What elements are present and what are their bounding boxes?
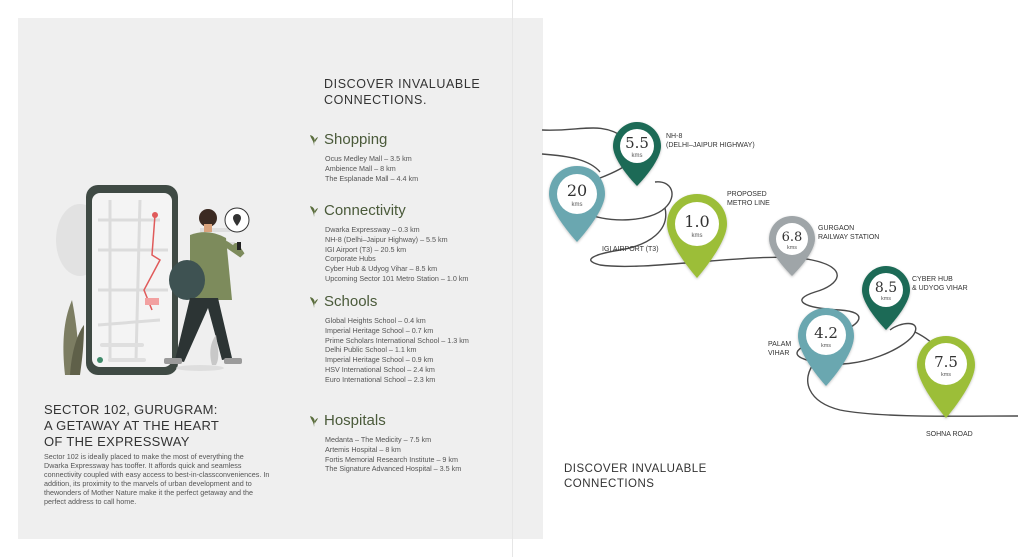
list-item: Corporate Hubs: [325, 254, 376, 264]
pin-label: IGI AIRPORT (T3): [602, 246, 659, 253]
map-pin-nh8: [613, 122, 661, 186]
page-fold-divider: [512, 0, 513, 557]
pin-value: 6.8: [781, 230, 803, 245]
map-pin-palam-vihar: [798, 308, 854, 386]
pin-unit: kms: [631, 153, 643, 159]
list-item: Cyber Hub & Udyog Vihar – 8.5 km: [325, 264, 438, 274]
pin-label: PALAM: [768, 341, 792, 348]
list-item: Upcoming Sector 101 Metro Station – 1.0 km: [325, 273, 469, 283]
pin-unit: kms: [880, 296, 892, 302]
list-item: NH-8 (Delhi–Jaipur Highway) – 5.5 km: [325, 234, 448, 244]
pin-label: (DELHI–JAIPUR HIGHWAY): [666, 142, 755, 149]
man-with-phone-illustration: [40, 160, 260, 380]
category-connectivity: [308, 202, 468, 284]
pin-label: CYBER HUB: [912, 276, 953, 283]
leaf-icon: [308, 295, 320, 309]
pin-unit: kms: [820, 343, 832, 349]
list-item: Artemis Hospital – 8 km: [325, 444, 401, 454]
list-item: Fortis Memorial Research Institute – 9 km: [325, 454, 459, 464]
pin-value: 1.0: [684, 212, 710, 231]
hero-body: Sector 102 is ideally placed to make the most of everything the Dwarka Expressway has tooffer. It affords quick and seamless connectivity coupled with easy access to best-in-classconveniences. In addition, its proximity to the marvels of urban development and to thewonders of Mother Nature make it the perfect getaway and the perfect address to call home.: [44, 452, 270, 506]
pin-value: 5.5: [625, 134, 649, 152]
list-item: IGI Airport (T3) – 20.5 km: [325, 244, 407, 254]
list-item: Euro International School – 2.3 km: [325, 374, 436, 384]
pin-unit: kms: [691, 233, 703, 239]
category-title: Schools: [324, 293, 378, 310]
map-pin-sohna-road: [917, 336, 975, 418]
pin-label: VIHAR: [768, 350, 790, 357]
leaf-icon: [308, 133, 320, 147]
category-schools: [308, 293, 469, 385]
map-pin-railway-station: [769, 216, 815, 276]
category-shopping: [308, 131, 418, 183]
category-title: Shopping: [324, 131, 388, 148]
pin-label: SOHNA ROAD: [926, 431, 973, 438]
pin-label: & UDYOG VIHAR: [912, 285, 968, 292]
category-title: Connectivity: [324, 202, 406, 219]
connections-heading: DISCOVER INVALUABLE CONNECTIONS.: [324, 77, 481, 107]
pin-label: PROPOSED: [727, 191, 767, 198]
list-item: Ocus Medley Mall – 3.5 km: [325, 154, 412, 163]
pin-label: NH-8: [666, 133, 683, 140]
category-title: Hospitals: [324, 412, 386, 429]
connections-map: [540, 110, 1024, 440]
road-segment: [808, 362, 1018, 416]
leaf-icon: [308, 414, 320, 428]
leaf-icon: [308, 204, 320, 218]
list-item: Imperial Heritage School – 0.7 km: [325, 325, 434, 335]
pin-label: GURGAON: [818, 225, 855, 232]
pin-value: 7.5: [934, 353, 958, 371]
pin-value: 20: [566, 181, 588, 200]
list-item: The Signature Advanced Hospital – 3.5 km: [325, 464, 462, 474]
list-item: Dwarka Expressway – 0.3 km: [325, 225, 420, 234]
map-pin-cyber-hub: [862, 266, 910, 330]
list-item: Global Heights School – 0.4 km: [325, 316, 426, 325]
map-pin-metro-line: [667, 194, 727, 278]
pin-label: RAILWAY STATION: [818, 234, 880, 241]
list-item: Delhi Public School – 1.1 km: [325, 345, 417, 355]
pin-unit: kms: [786, 245, 798, 251]
pin-unit: kms: [571, 202, 583, 208]
pin-unit: kms: [940, 372, 952, 378]
map-pin-igi-airport: [549, 166, 605, 242]
category-hospitals: [308, 412, 461, 474]
pin-value: 4.2: [814, 324, 838, 342]
list-item: Medanta – The Medicity – 7.5 km: [325, 435, 432, 444]
pin-label: METRO LINE: [727, 200, 770, 207]
map-heading: DISCOVER INVALUABLE CONNECTIONS: [564, 463, 707, 490]
list-item: HSV International School – 2.4 km: [325, 364, 435, 374]
hero-title: SECTOR 102, GURUGRAM: A GETAWAY AT THE HEART OF THE EXPRESSWAY: [44, 402, 220, 449]
list-item: Ambience Mall – 8 km: [325, 163, 396, 173]
list-item: The Esplanade Mall – 4.4 km: [325, 173, 419, 183]
list-item: Prime Scholars International School – 1.3 km: [325, 335, 469, 345]
pin-value: 8.5: [874, 280, 898, 296]
list-item: Imperial Heritage School – 0.9 km: [325, 355, 434, 365]
